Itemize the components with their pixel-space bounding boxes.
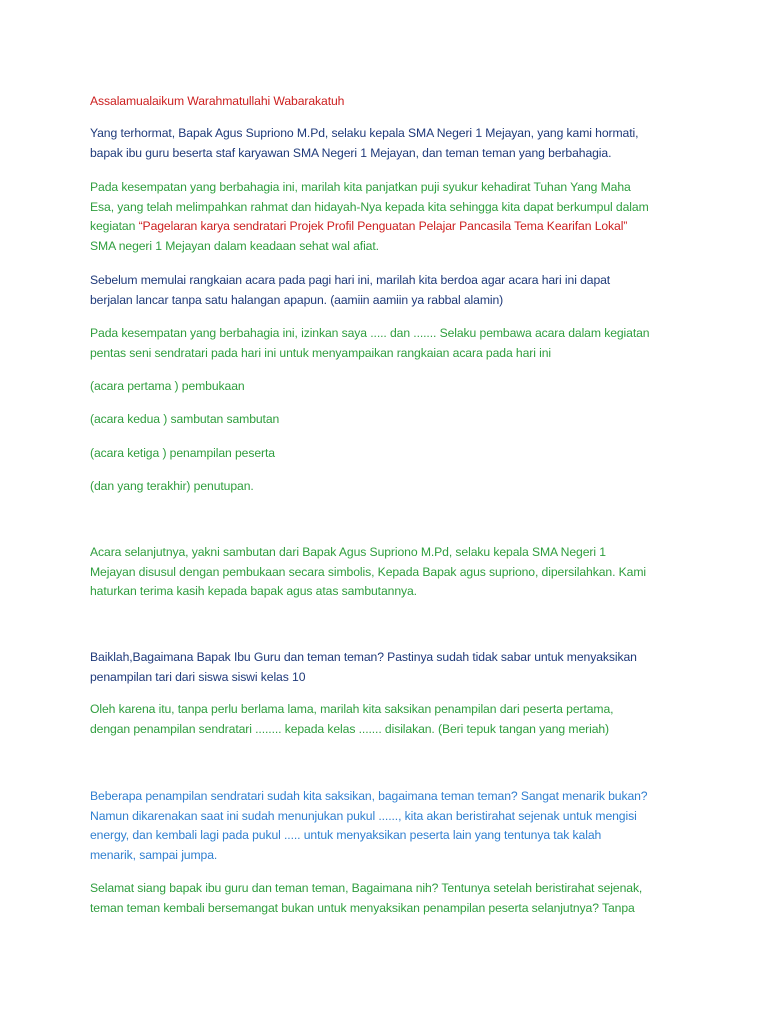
text-line: pentas seni sendratari pada hari ini untuk menyampaikan rangkaian acara pada hari ini — [90, 345, 552, 360]
text-line: Acara selanjutnya, yakni sambutan dari Bapak Agus Supriono M.Pd, selaku kepala SMA Negeri 1 — [90, 545, 606, 559]
agenda-item — [90, 444, 680, 464]
text-line: Beberapa penampilan sendratari sudah kita saksikan, bagaimana teman teman? Sangat menarik bukan? — [90, 789, 648, 803]
text-prefix: kegiatan — [90, 219, 139, 233]
text-line: dengan penampilan sendratari ........ kepada kelas ....... disilakan. (Beri tepuk tangan yang meriah) — [90, 721, 610, 736]
paragraph-transition — [90, 648, 680, 687]
text-line: Esa, yang telah melimpahkan rahmat dan hidayah-Nya kepada kita sehingga kita dapat berkumpul dalam — [90, 199, 649, 214]
text-line: Pada kesempatan yang berbahagia ini, marilah kita panjatkan puji syukur kehadirat Tuhan Yang Maha — [90, 180, 631, 194]
text-line: Yang terhormat, Bapak Agus Supriono M.Pd, selaku kepala SMA Negeri 1 Mejayan, yang kami hormati, — [90, 126, 639, 140]
paragraph-prayer — [90, 271, 680, 310]
text-line: teman teman kembali bersemangat bukan untuk menyaksikan penampilan peserta selanjutnya? Tanpa — [90, 900, 635, 915]
paragraph-salutation — [90, 124, 680, 163]
text-line: menarik, sampai jumpa. — [90, 847, 218, 862]
text-line: Baiklah,Bagaimana Bapak Ibu Guru dan teman teman? Pastinya sudah tidak sabar untuk menyaksikan — [90, 650, 637, 664]
text-line — [90, 217, 680, 237]
text-line: Mejayan disusul dengan pembukaan secara simbolis, Kepada Bapak agus supriono, dipersilahkan. Kami — [90, 564, 647, 579]
text-line: (acara pertama ) pembukaan — [90, 379, 245, 393]
text-line: Namun dikarenakan saat ini sudah menunjukan pukul ......, kita akan beristirahat sejenak untuk mengisi — [90, 808, 637, 823]
greeting-line: Assalamualaikum Warahmatullahi Wabarakatuh — [90, 94, 345, 108]
paragraph-speech — [90, 543, 680, 602]
text-line: energy, dan kembali lagi pada pukul ..... untuk menyaksikan peserta lain yang tentunya tak kalah — [90, 828, 602, 842]
greeting — [90, 92, 680, 112]
text-line: (acara ketiga ) penampilan peserta — [90, 446, 275, 460]
agenda-item — [90, 410, 680, 430]
paragraph-resume — [90, 879, 680, 918]
text-line: (acara kedua ) sambutan sambutan — [90, 412, 280, 426]
text-line: Oleh karena itu, tanpa perlu berlama lama, marilah kita saksikan penampilan dari peserta pertama, — [90, 702, 614, 716]
paragraph-first-performance — [90, 700, 680, 739]
text-line: SMA negeri 1 Mejayan dalam keadaan sehat wal afiat. — [90, 238, 379, 253]
text-line: Pada kesempatan yang berbahagia ini, izinkan saya ..... dan ....... Selaku pembawa acara dalam kegiatan — [90, 326, 650, 340]
paragraph-gratitude — [90, 178, 680, 256]
text-line: (dan yang terakhir) penutupan. — [90, 479, 254, 493]
text-line: Sebelum memulai rangkaian acara pada pagi hari ini, marilah kita berdoa agar acara hari ini dapat — [90, 273, 611, 287]
agenda-item — [90, 477, 680, 497]
event-title-highlight: “Pagelaran karya sendratari Projek Profil Penguatan Pelajar Pancasila Tema Kearifan Lokal” — [138, 219, 628, 233]
text-line: haturkan terima kasih kepada bapak agus atas sambutannya. — [90, 584, 417, 598]
agenda-item — [90, 377, 680, 397]
text-line: penampilan tari dari siswa siswi kelas 10 — [90, 669, 306, 684]
text-line: berjalan lancar tanpa satu halangan apapun. (aamiin aamiin ya rabbal alamin) — [90, 292, 504, 307]
text-line: Selamat siang bapak ibu guru dan teman teman, Bagaimana nih? Tentunya setelah beristirahat sejenak, — [90, 881, 643, 895]
text-line: bapak ibu guru beserta staf karyawan SMA Negeri 1 Mejayan, dan teman teman yang berbahagia. — [90, 145, 612, 160]
paragraph-break — [90, 787, 680, 865]
paragraph-introduction — [90, 324, 680, 363]
